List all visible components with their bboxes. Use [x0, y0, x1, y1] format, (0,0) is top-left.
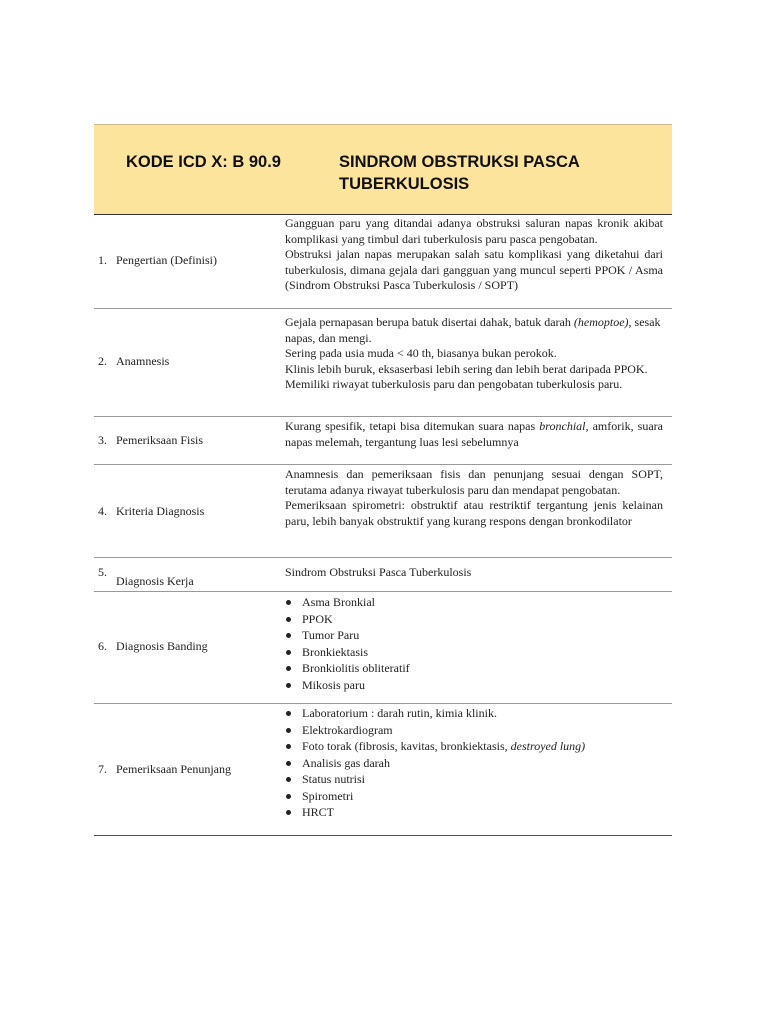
row-label: 2. Anamnesis [98, 354, 170, 368]
row-anamnesis [94, 309, 672, 417]
list-item: Mikosis paru [285, 678, 663, 695]
list-item: Spirometri [285, 789, 663, 806]
row-differential-diagnosis [94, 592, 672, 704]
row-working-diagnosis [94, 558, 672, 592]
list-item: Laboratorium : darah rutin, kimia klinik. [285, 706, 663, 723]
row-content: Gangguan paru yang ditandai adanya obstruksi saluran napas kronik akibat komplikasi yang timbul dari tuberkulosis paru pasca pengobatan. Obstruksi jalan napas merupakan salah satu komplikasi yang diketahui dari tuberkulosis, dimana gejala dari gangguan yang muncul seperti PPOK / Asma (Sindrom Obstruksi Pasca Tuberkulosis / SOPT) [285, 216, 663, 292]
icd-document [94, 124, 672, 836]
icd-code: KODE ICD X: B 90.9 [126, 153, 281, 171]
row-content: Sindrom Obstruksi Pasca Tuberkulosis [285, 565, 472, 579]
list-item: Status nutrisi [285, 772, 663, 789]
row-label: 5.Diagnosis Kerja [98, 565, 194, 588]
row-content: Anamnesis dan pemeriksaan fisis dan penunjang sesuai dengan SOPT, terutama adanya riwayat tuberkulosis paru dan mendapat pengobatan. Pemeriksaan spirometri: obstruktif atau restriktif tergantung jenis kelainan paru, lebih banyak obstruktif yang kurang respons dengan bronkodilator [285, 467, 663, 528]
header-bar [94, 124, 672, 215]
row-label: 6. Diagnosis Banding [98, 639, 208, 653]
row-supporting-exam [94, 704, 672, 836]
row-label: 4. Kriteria Diagnosis [98, 504, 205, 518]
row-label: 1. Pengertian (Definisi) [98, 253, 217, 267]
supporting-exam-list [285, 706, 663, 822]
row-content: Kurang spesifik, tetapi bisa ditemukan suara napas bronchial, amforik, suara napas melemah, tergantung luas lesi sebelumnya [285, 419, 663, 449]
row-diagnostic-criteria [94, 465, 672, 558]
list-item: Analisis gas darah [285, 756, 663, 773]
differential-list [285, 595, 663, 694]
list-item: HRCT [285, 805, 663, 822]
list-item: PPOK [285, 612, 663, 629]
row-label: 7. Pemeriksaan Penunjang [98, 762, 231, 776]
list-item: Tumor Paru [285, 628, 663, 645]
disease-title: SINDROM OBSTRUKSI PASCA TUBERKULOSIS [339, 153, 580, 193]
row-physical-exam [94, 417, 672, 465]
list-item: Elektrokardiogram [285, 723, 663, 740]
list-item: Foto torak (fibrosis, kavitas, bronkiektasis, destroyed lung) [285, 739, 663, 756]
row-content: Gejala pernapasan berupa batuk disertai dahak, batuk darah (hemoptoe), sesak napas, dan mengi. Sering pada usia muda < 40 th, biasanya bukan perokok. Klinis lebih buruk, eksaserbasi lebih sering dan lebih berat daripada PPOK. Memiliki riwayat tuberkulosis paru dan pengobatan tuberkulosis paru. [285, 315, 661, 391]
list-item: Bronkiolitis obliteratif [285, 661, 663, 678]
row-definition [94, 215, 672, 309]
list-item: Asma Bronkial [285, 595, 663, 612]
row-label: 3. Pemeriksaan Fisis [98, 433, 203, 447]
list-item: Bronkiektasis [285, 645, 663, 662]
